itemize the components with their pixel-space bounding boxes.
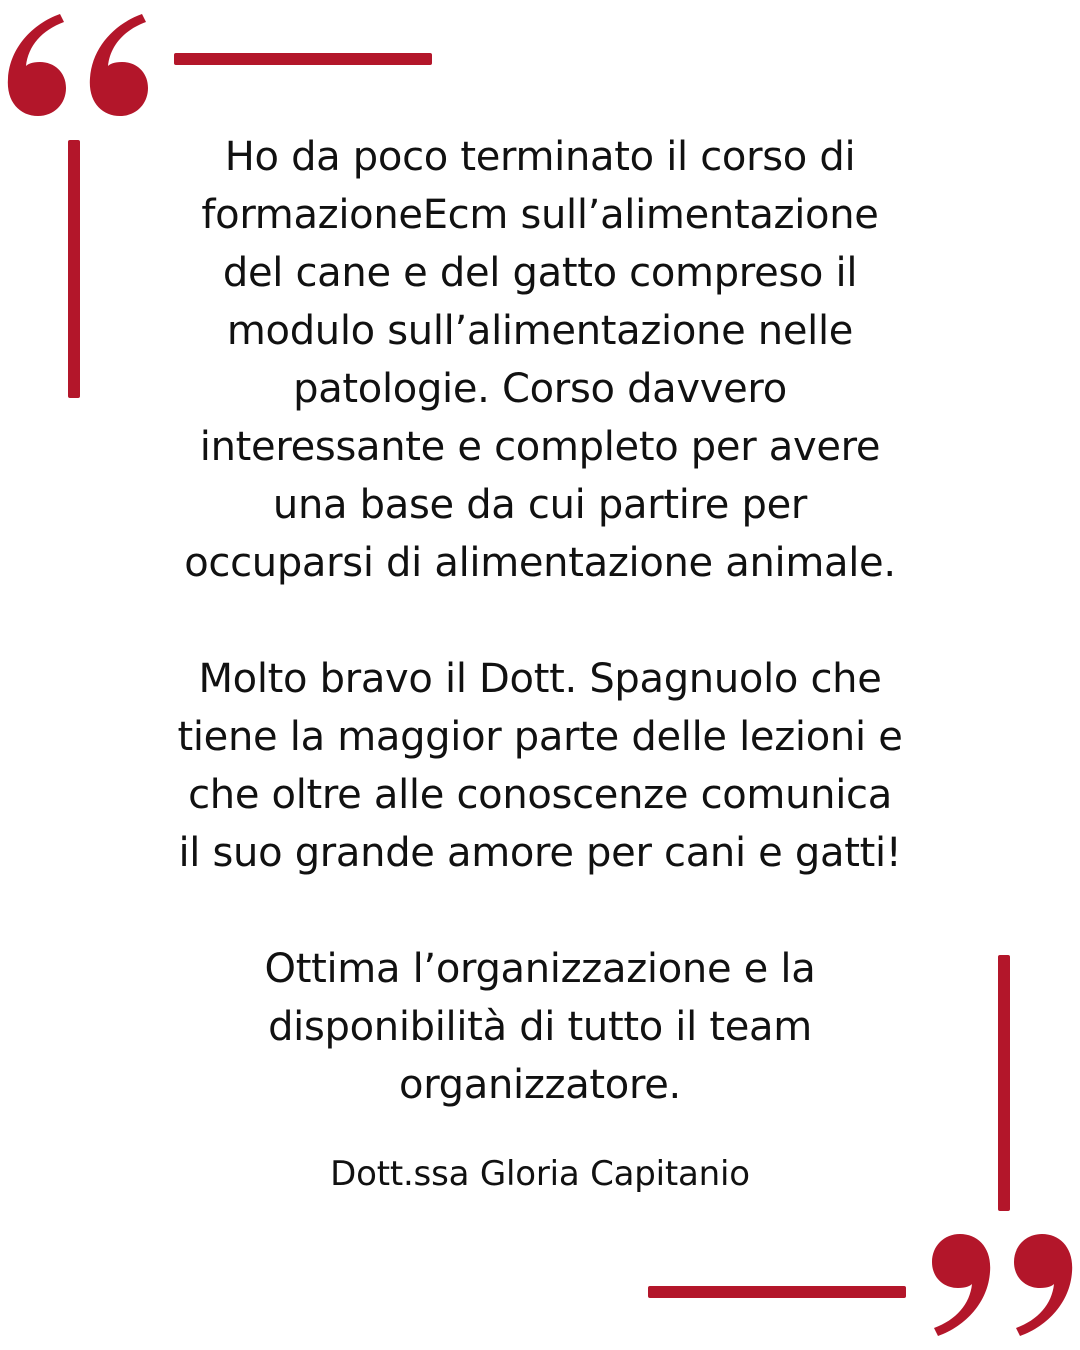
opening-quotation-mark-icon [2,6,150,118]
paragraph-line: interessante e completo per avere [199,424,881,470]
right-vertical-accent-bar [998,955,1010,1211]
paragraph-line: Ho da poco terminato il corso di [224,134,856,180]
testimonial-paragraph-1 [100,128,980,592]
paragraph-line: tiene la maggior parte delle lezioni e [177,714,903,760]
paragraph-line: che oltre alle conoscenze comunica [188,772,892,818]
paragraph-line: modulo sull’alimentazione nelle [226,308,854,354]
paragraph-line: disponibilità di tutto il team [268,1004,812,1050]
paragraph-line: Molto bravo il Dott. Spagnuolo che [198,656,882,702]
paragraph-line: formazioneEcm sull’alimentazione [201,192,879,238]
paragraph-line: Ottima l’organizzazione e la [264,946,816,992]
left-vertical-accent-bar [68,140,80,398]
bottom-horizontal-accent-bar [648,1286,906,1298]
top-horizontal-accent-bar [174,53,432,65]
paragraph-line: una base da cui partire per [272,482,808,528]
closing-quotation-mark-icon [928,1232,1078,1344]
paragraph-line: organizzatore. [399,1062,681,1108]
testimonial-paragraph-3 [100,940,980,1114]
paragraph-line: patologie. Corso davvero [293,366,787,412]
paragraph-line: occuparsi di alimentazione animale. [184,540,896,586]
paragraph-line: il suo grande amore per cani e gatti! [178,830,902,876]
testimonial-paragraph-2 [100,650,980,882]
paragraph-line: del cane e del gatto compreso il [222,250,858,296]
testimonial-author: Dott.ssa Gloria Capitanio [330,1154,750,1194]
